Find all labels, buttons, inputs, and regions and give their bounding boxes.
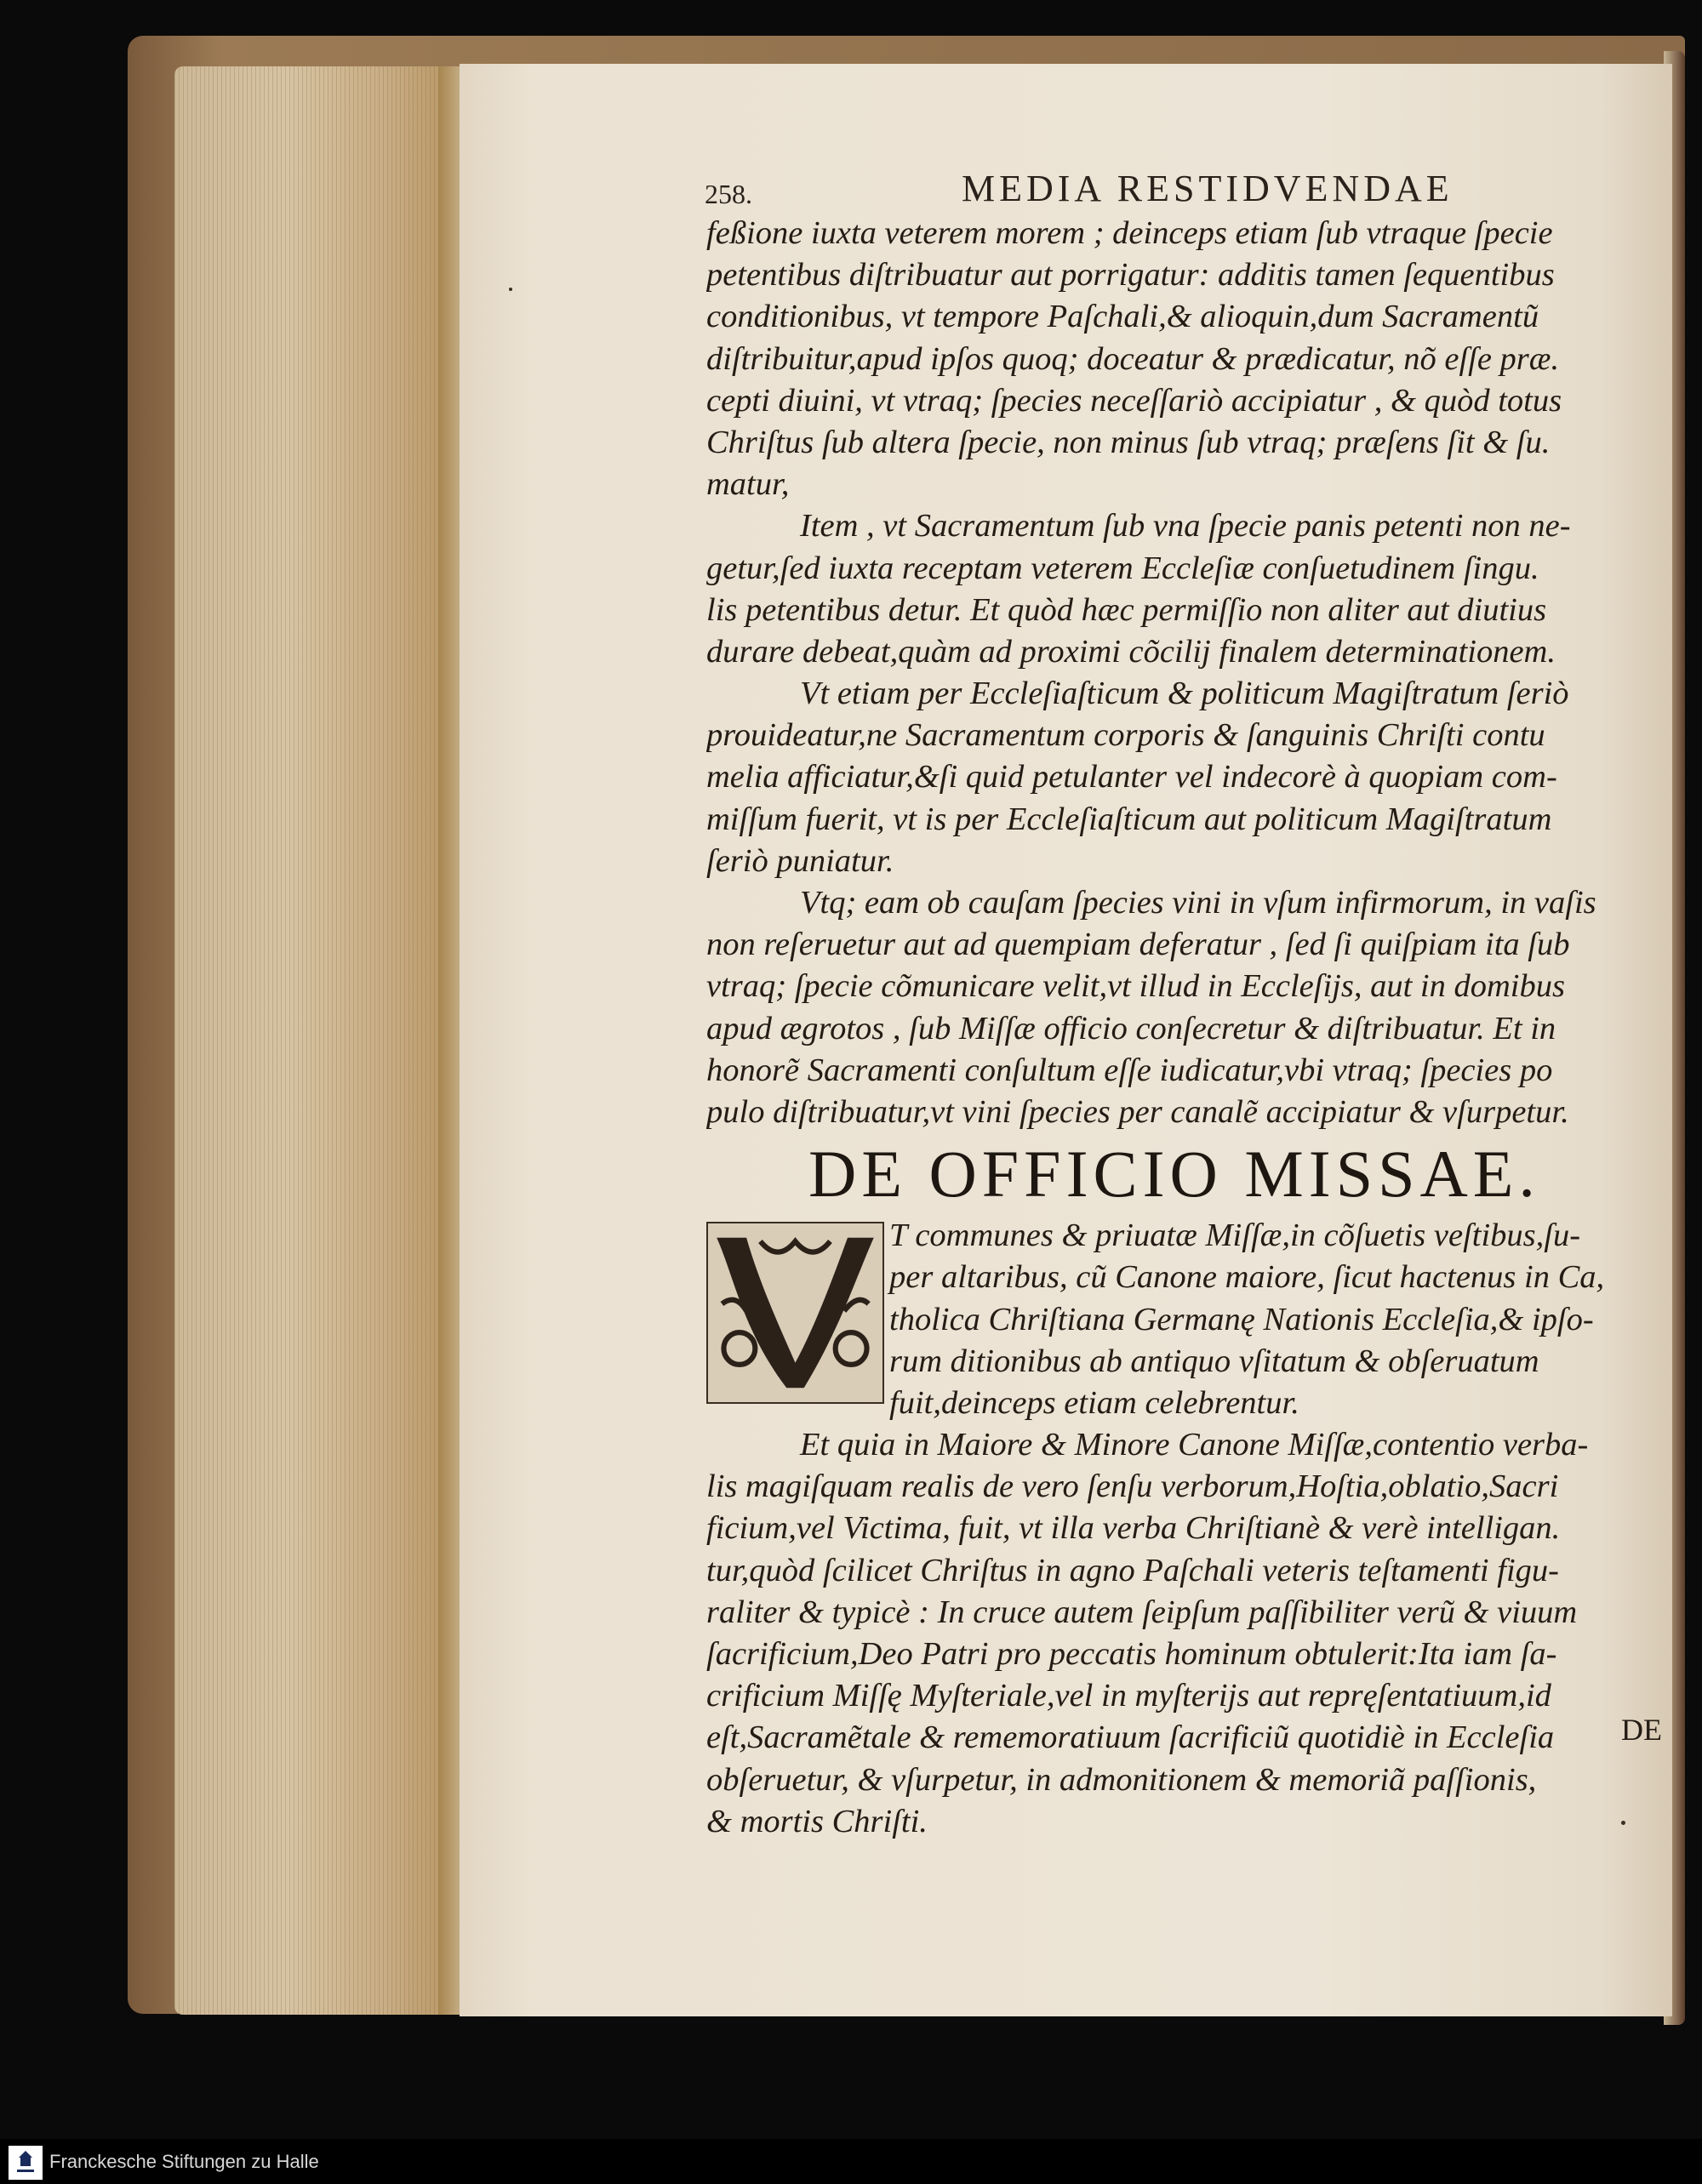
text-line: feßione iuxta veterem morem ; deinceps etiam ſub vtraque ſpecie [706,215,1553,251]
text-line: conditionibus, vt tempore Paſchali,& alioquin,dum Sacramentũ [706,299,1539,335]
text-line: eſt,Sacramẽtale & rememoratiuum ſacrificiũ quotidiè in Eccleſia [706,1719,1555,1756]
running-head: MEDIA RESTIDVENDAE [962,168,1454,209]
text-line: matur, [706,466,790,503]
text-line: T communes & priuatæ Miſſæ,in cõſuetis veſtibus,ſu- [889,1217,1581,1254]
text-line: getur,ſed iuxta receptam veterem Eccleſiæ conſuetudinem ſingu. [706,550,1539,586]
decorated-initial-v-icon [706,1222,884,1404]
institution-logo-icon [9,2146,43,2180]
text-line: fuit,deinceps etiam celebrentur. [889,1384,1299,1421]
text-line: tur,quòd ſcilicet Chriſtus in agno Paſchali veteris teſtamenti figu- [706,1552,1559,1588]
text-line: durare debeat,quàm ad proximi cõcilij finalem determinationem. [706,633,1556,670]
page-number: 258. [705,179,752,209]
text-line: rum ditionibus ab antiquo vſitatum & obſeruatum [889,1343,1539,1379]
text-line: ſeriò puniatur. [706,842,894,879]
text-line: ſacrificium,Deo Patri pro peccatis hominum obtulerit:Ita iam ſa- [706,1636,1557,1672]
text-line: Chriſtus ſub altera ſpecie, non minus ſub vtraq; præſens ſit & ſu. [706,424,1551,460]
text-line: lis petentibus detur. Et quòd hæc permiſſio non aliter aut diutius [706,591,1547,628]
text-line: diſtribuitur,apud ipſos quoq; doceatur & prædicatur, nõ eſſe præ. [706,340,1560,377]
text-line: tholica Chriſtiana Germanę Nationis Eccleſia,& ipſo- [889,1301,1594,1337]
text-line: apud ægrotos , ſub Miſſæ officio conſecretur & diſtribuatur. Et in [706,1010,1556,1046]
page-edges [174,66,455,2015]
text-line: Item , vt Sacramentum ſub vna ſpecie panis petenti non ne- [800,508,1571,545]
text-line: vtraq; ſpecie cõmunicare velit,vt illud in Eccleſijs, aut in domibus [706,968,1565,1005]
text-line: obſeruetur, & vſurpetur, in admonitionem & memoriã paſſionis, [706,1761,1537,1798]
text-line: ficium,vel Victima, fuit, vt illa verba Chriſtianè & verè intelligan. [706,1510,1561,1547]
text-line: petentibus diſtribuatur aut porrigatur: additis tamen ſequentibus [706,257,1555,294]
ink-speck [509,288,512,291]
ink-speck [1621,1821,1625,1825]
main-text [706,213,1659,1843]
footer-bar [0,2139,1702,2184]
text-line: Et quia in Maiore & Minore Canone Miſſæ,contentio verba- [800,1427,1589,1463]
catchword: DE [1621,1713,1662,1747]
institution-name: Franckesche Stiftungen zu Halle [49,2151,319,2172]
text-line: honorẽ Sacramenti conſultum eſſe iudicatur,vbi vtraq; ſpecies po [706,1052,1553,1088]
text-line: crificium Miſſę Myſteriale,vel in myſterijs aut repręſentatiuum,id [706,1678,1551,1714]
text-line: miſſum fuerit, vt is per Eccleſiaſticum aut politicum Magiſtratum [706,801,1552,837]
text-line: per altaribus, cũ Canone maiore, ſicut hactenus in Ca, [889,1259,1605,1296]
text-line: & mortis Chriſti. [706,1803,928,1839]
text-line: Vt etiam per Eccleſiaſticum & politicum Magiſtratum ſeriò [800,676,1569,712]
text-line: lis magiſquam realis de vero ſenſu verborum,Hoſtia,oblatio,Sacri [706,1468,1559,1505]
text-line: pulo diſtribuatur,vt vini ſpecies per canalẽ accipiatur & vſurpetur. [706,1093,1569,1130]
text-line: raliter & typicè : In cruce autem ſeipſum paſſibiliter verũ & viuum [706,1594,1578,1630]
section-heading: DE OFFICIO MISSAE. [808,1137,1540,1212]
drop-cap-paragraph [706,1215,1659,1424]
text-line: non reſeruetur aut ad quempiam deferatur , ſed ſi quiſpiam ita ſub [706,927,1570,963]
text-line: cepti diuini, vt vtraq; ſpecies neceſſariò accipiatur , & quòd totus [706,382,1562,419]
text-line: Vtq; eam ob cauſam ſpecies vini in vſum infirmorum, in vaſis [800,885,1596,921]
text-line: prouideatur,ne Sacramentum corporis & ſanguinis Chriſti contu [706,717,1545,754]
text-line: melia afficiatur,&ſi quid petulanter vel indecorè à quopiam com- [706,759,1557,795]
